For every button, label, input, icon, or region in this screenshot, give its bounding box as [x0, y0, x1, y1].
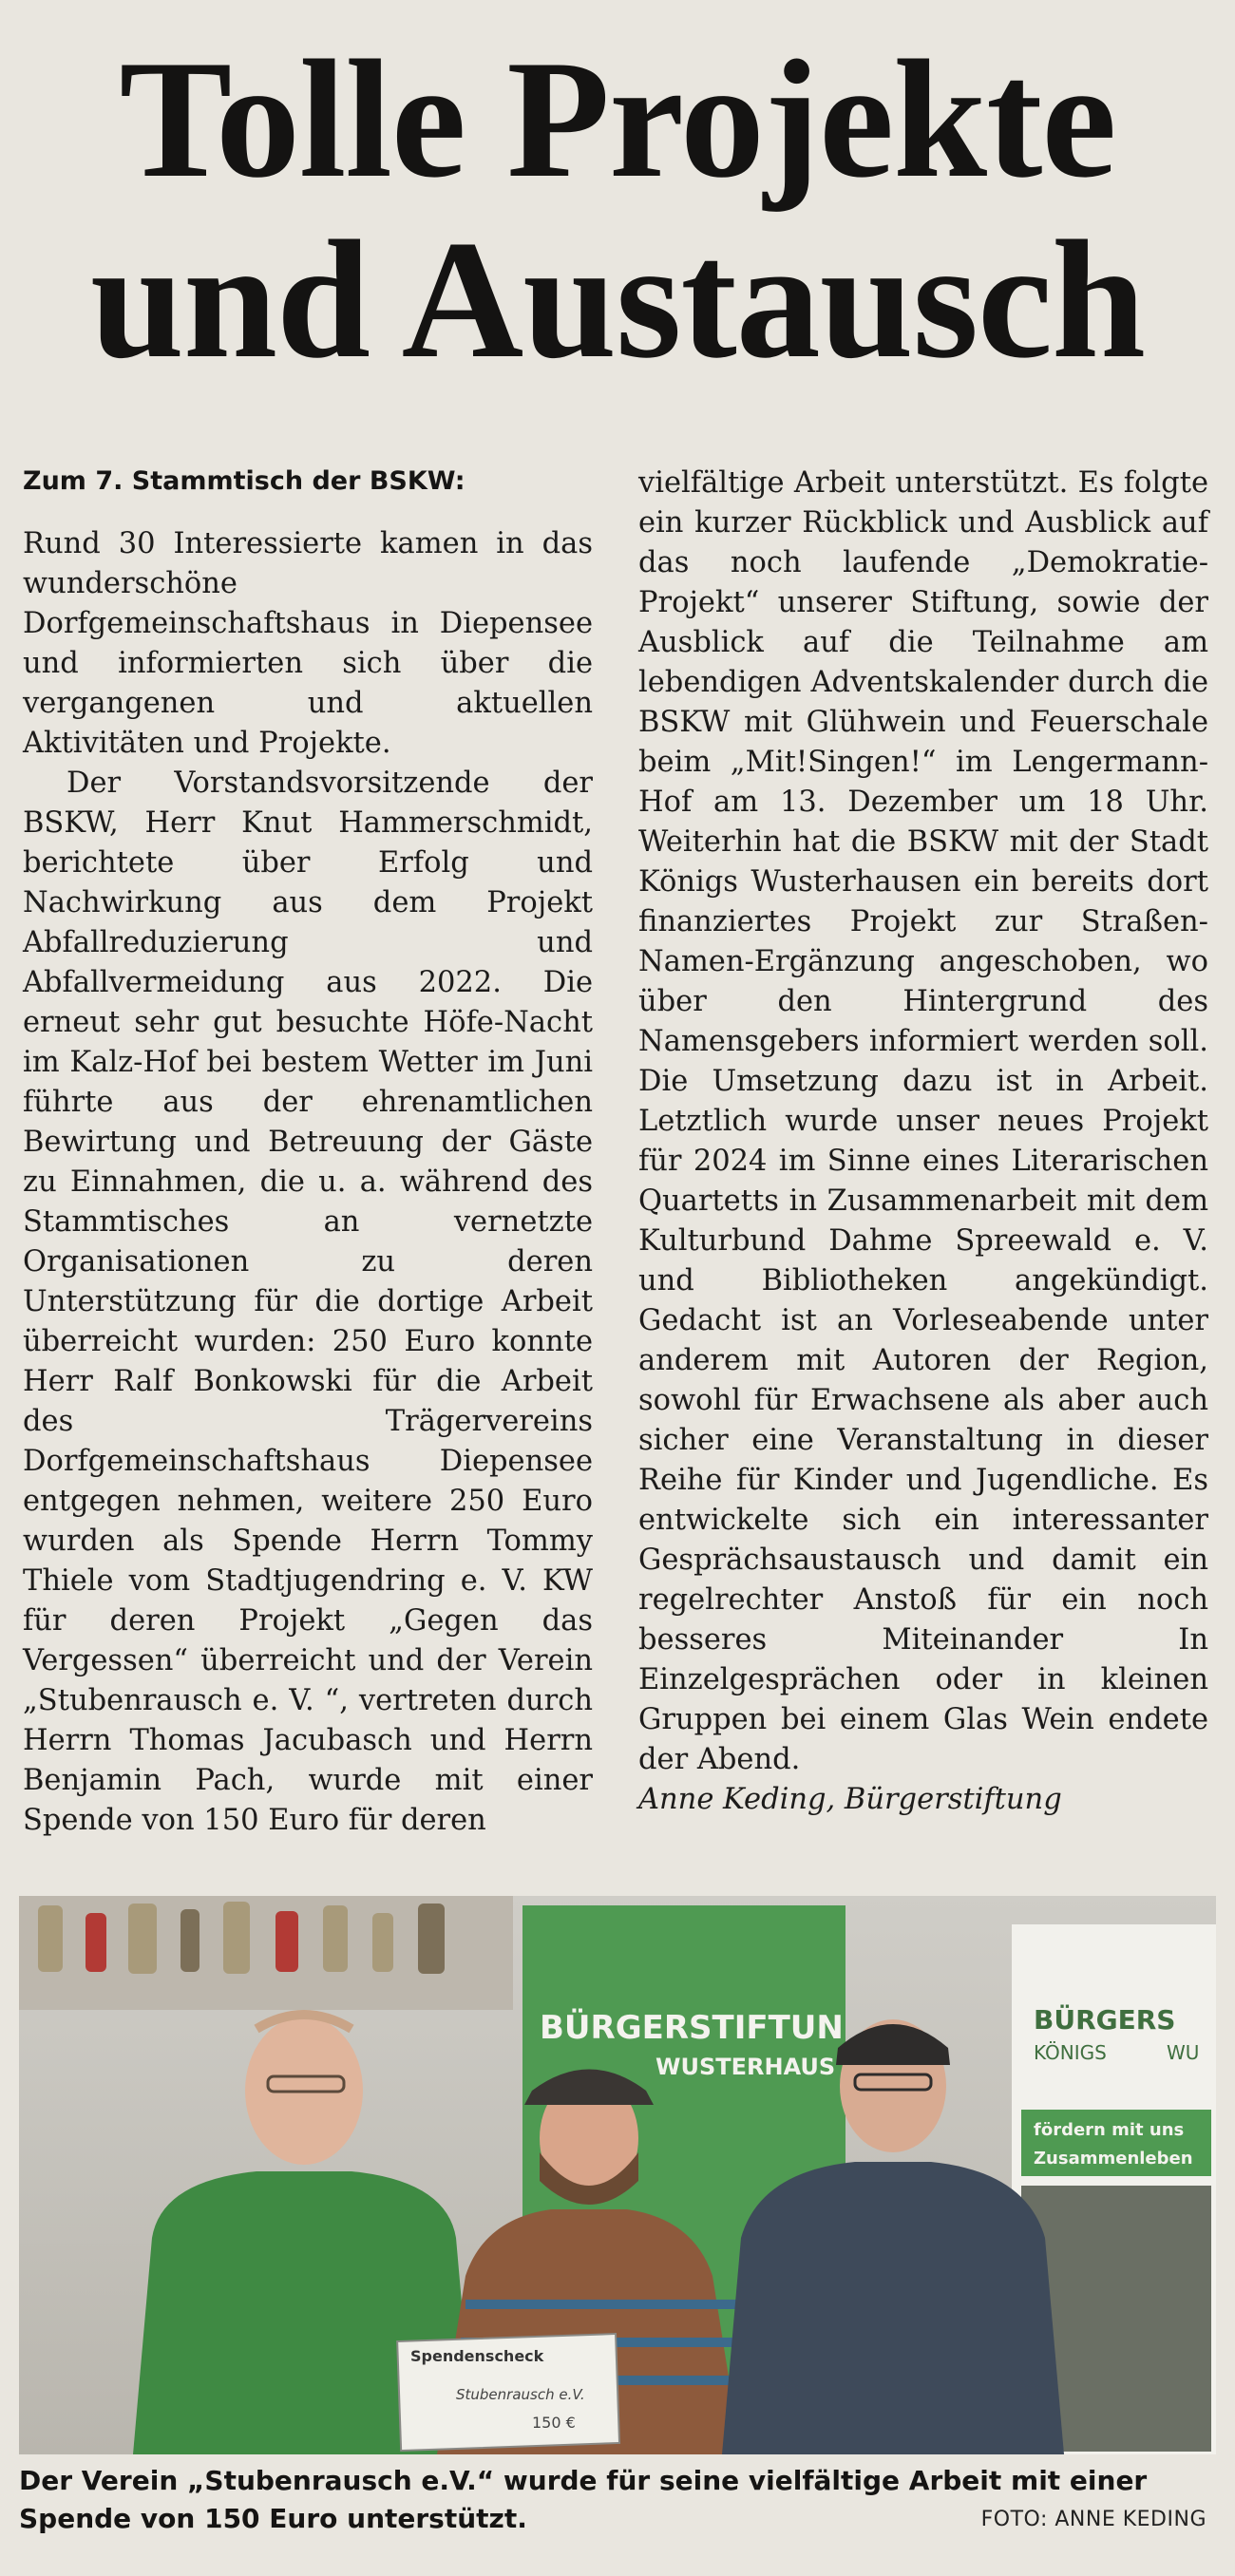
- headline: [0, 25, 1235, 393]
- article-author: Anne Keding, Bürgerstiftung: [638, 1783, 1062, 1816]
- banner-right-title-3: WU: [1167, 2041, 1200, 2064]
- check-amount: 150 €: [532, 2414, 576, 2432]
- article-paragraph-2-part-2: vielfältige Arbeit unterstützt. Es folgte ein kurzer Rückblick und Ausblick auf das noch laufende „Demokratie- Projekt“ unserer Stiftung, sowie der Ausblick auf die Teilnahme am lebendigen Adventskalender durch die BSKW mit Glühwein und Feuerschale beim „Mit!Singen!“ im Lengermann- Hof am 13. Dezember um 18 Uhr. Weiterhin hat die BSKW mit der Stadt Königs Wusterhausen ein bereits dort finanziertes Projekt zur Straßen-Namen-Ergänzung angeschoben, wo über den Hintergrund des Namensgebers informiert werden soll. Die Umsetzung dazu ist in Arbeit. Letztlich wurde unser neues Projekt für 2024 im Sinne eines Literarischen Quartetts in Zusammenarbeit mit dem Kulturbund Dahme Spreewald e. V. und Bibliotheken angekündigt. Gedacht ist an Vorleseabende unter anderem mit Autoren der Region, sowohl für Erwachsene als aber auch sicher eine Veranstaltung in dieser Reihe für Kinder und Jugendliche. Es entwickelte sich ein interessanter Gesprächsaustausch und damit ein regelrechter Anstoß für ein noch besseres Miteinander In Einzelgesprächen oder in kleinen Gruppen bei einem Glas Wein endete der Abend.: [638, 466, 1208, 1776]
- banner-right-strip-text-2: Zusammenleben: [1034, 2149, 1193, 2169]
- banner-right-title-2: KÖNIGS: [1034, 2041, 1107, 2064]
- banner-left-title-2: WUSTERHAUS: [656, 2054, 836, 2080]
- headline-line-1: Tolle Projekte: [119, 25, 1116, 213]
- article-paragraph-2-part-1: Der Vorstandsvorsitzende der BSKW, Herr Knut Hammerschmidt, berichtete über Erfolg und Nachwirkung aus dem Projekt Abfallreduzierung und Abfallvermeidung aus 2022. Die erneut sehr gut besuchte Höfe-Nacht im Kalz-Hof bei bestem Wetter im Juni führte aus der ehrenamtlichen Bewirtung und Betreuung der Gäste zu Einnahmen, die u. a. während des Stammtisches an vernetzte Organisationen zu deren Unterstützung für die dortige Arbeit überreicht wurden: 250 Euro konnte Herr Ralf Bonkowski für die Arbeit des Trägervereins Dorfgemeinschaftshaus Diepensee entgegen nehmen, weitere 250 Euro wurden als Spende Herrn Tommy Thiele vom Stadtjugendring e. V. KW für deren Projekt „Gegen das Vergessen“ überreicht und der Verein „Stubenrausch e. V. “, vertreten durch Herrn Thomas Jacubasch und Herrn Benjamin Pach, wurde mit einer Spende von 150 Euro für deren: [23, 767, 593, 1837]
- headline-line-2: und Austausch: [89, 205, 1146, 393]
- article-photo: [19, 1896, 1216, 2454]
- article-paragraph-1: Rund 30 Interessierte kamen in das wunderschöne Dorfgemeinschaftshaus in Diepensee und informierten sich über die vergangenen und aktuellen Aktivitäten und Projekte.: [23, 527, 593, 760]
- donation-check: [397, 2334, 619, 2451]
- article-kicker: Zum 7. Stammtisch der BSKW:: [23, 466, 466, 496]
- check-title: Spendenscheck: [410, 2347, 544, 2365]
- banner-right-strip-text-1: fördern mit uns: [1034, 2120, 1185, 2140]
- banner-left-title-1: BÜRGERSTIFTUN: [540, 2009, 844, 2047]
- article-column-left: [23, 464, 593, 1841]
- photo-caption: Der Verein „Stubenrausch e.V.“ wurde für seine vielfältige Arbeit mit einer Spende von 150 Euro unterstützt.: [19, 2465, 1148, 2534]
- photo-illustration: [19, 1896, 1216, 2454]
- check-recipient: Stubenrausch e.V.: [456, 2386, 585, 2403]
- banner-right-title-1: BÜRGERS: [1034, 2004, 1176, 2036]
- article-column-right: [638, 464, 1208, 1820]
- photo-credit: FOTO: ANNE KEDING: [980, 2508, 1206, 2531]
